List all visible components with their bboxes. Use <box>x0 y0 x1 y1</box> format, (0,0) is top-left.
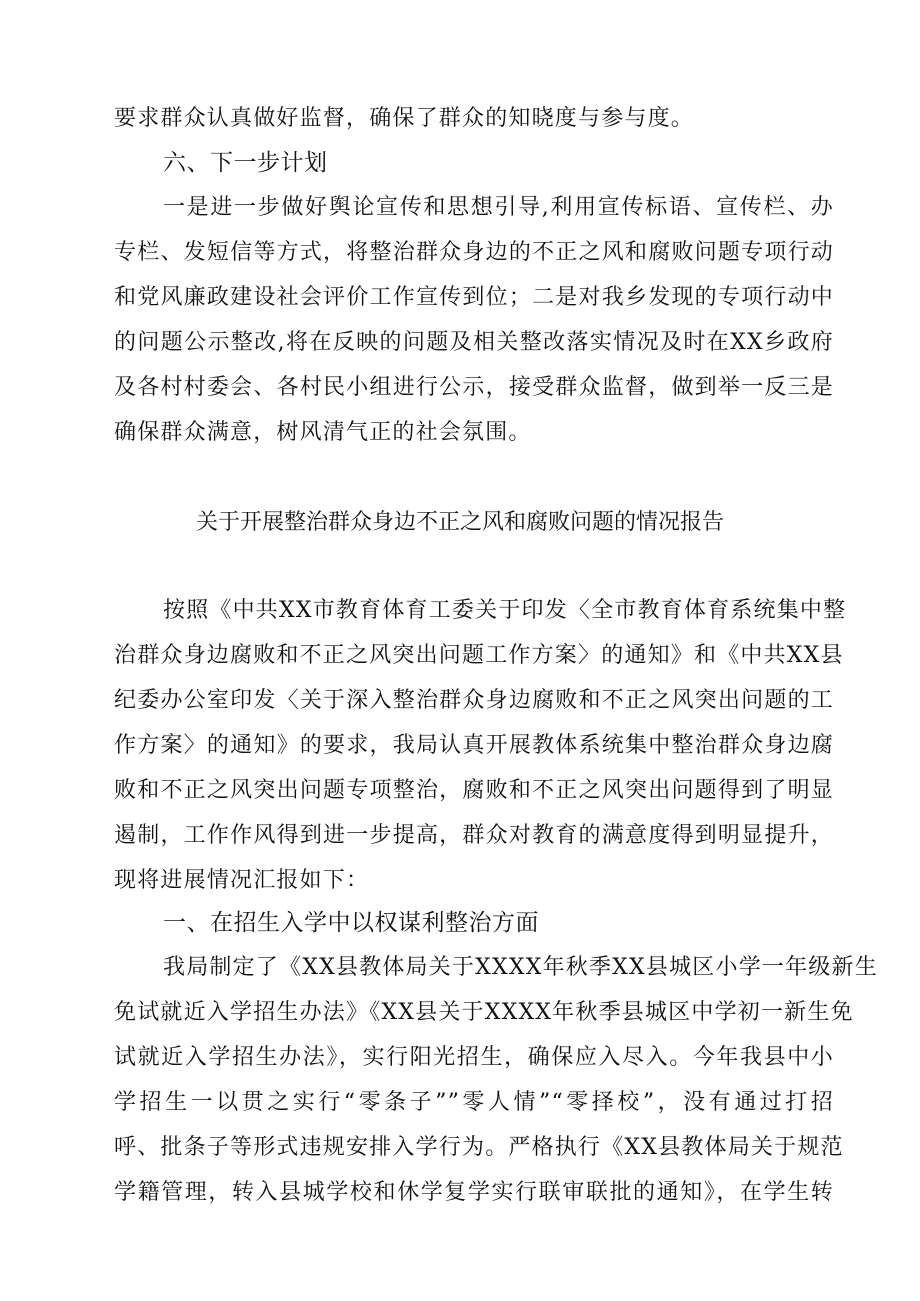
text-line: 专栏、发短信等方式，将整治群众身边的不正之风和腐败问题专项行动 <box>114 240 834 265</box>
text-line: 我局制定了《XX县教体局关于XXXX年秋季XX县城区小学一年级新生 <box>163 955 878 980</box>
text-line: 治群众身边腐败和不正之风突出问题工作方案〉的通知》和《中共XX县 <box>114 643 844 668</box>
text-line: 确保群众满意，树风清气正的社会氛围。 <box>114 420 532 445</box>
section-heading-next-plan: 六、下一步计划 <box>163 150 328 176</box>
text-line: 纪委办公室印发〈关于深入整治群众身边腐败和不正之风突出问题的工 <box>114 688 834 713</box>
text-line: 学招生一以贯之实行“零条子””零人情”“零择校”，没有通过打招 <box>114 1090 834 1115</box>
text-line: 的问题公示整改,将在反映的问题及相关整改落实情况及时在XX乡政府 <box>114 330 834 355</box>
text-line: 要求群众认真做好监督，确保了群众的知晓度与参与度。 <box>114 106 695 131</box>
text-line: 遏制，工作作风得到进一步提高，群众对教育的满意度得到明显提升， <box>114 823 834 848</box>
text-line: 败和不正之风突出问题专项整治，腐败和不正之风突出问题得到了明显 <box>114 778 834 803</box>
report-title: 关于开展整治群众身边不正之风和腐败问题的情况报告 <box>195 510 724 535</box>
text-line: 现将进展情况汇报如下： <box>114 868 370 893</box>
text-line: 呼、批条子等形式违规安排入学行为。严格执行《XX县教体局关于规范 <box>114 1135 844 1160</box>
text-line: 和党风廉政建设社会评价工作宣传到位；二是对我乡发现的专项行动中 <box>114 285 834 310</box>
text-line: 及各村村委会、各村民小组进行公示，接受群众监督，做到举一反三是 <box>114 375 834 400</box>
text-line: 学籍管理，转入县城学校和休学复学实行联审联批的通知》，在学生转 <box>114 1180 834 1205</box>
text-line: 按照《中共XX市教育体育工委关于印发〈全市教育体育系统集中整 <box>163 598 847 623</box>
text-line: 作方案〉的通知》的要求，我局认真开展教体系统集中整治群众身边腐 <box>114 733 834 758</box>
section-heading-enrollment: 一、在招生入学中以权谋利整治方面 <box>163 910 539 936</box>
text-line: 一是进一步做好舆论宣传和思想引导,利用宣传标语、宣传栏、办 <box>163 195 834 220</box>
text-line: 试就近入学招生办法》，实行阳光招生，确保应入尽入。今年我县中小 <box>114 1045 834 1070</box>
text-line: 免试就近入学招生办法》《XX县关于XXXX年秋季县城区中学初一新生免 <box>114 1000 854 1025</box>
